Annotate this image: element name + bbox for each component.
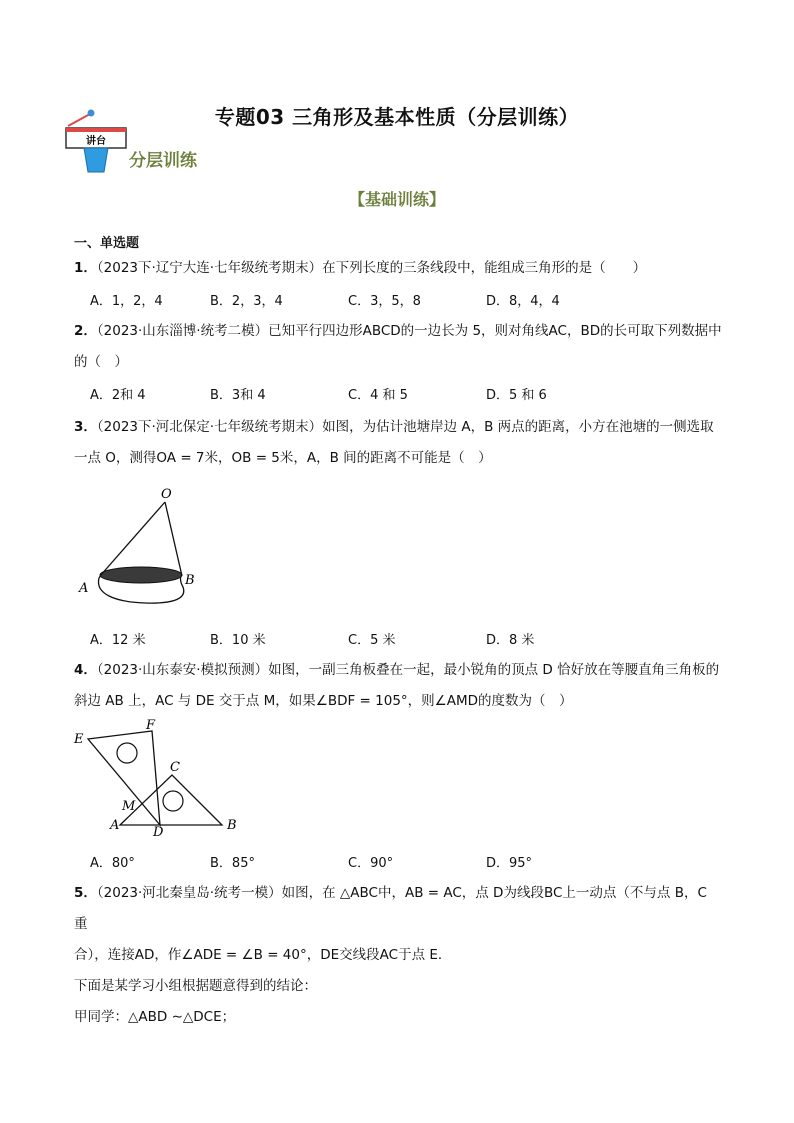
section-label: 一、单选题 [74,236,140,251]
question-number: 5． [74,885,97,901]
option-a[interactable]: A．12 米 [90,633,146,648]
point-f-label: F [146,718,156,733]
option-a[interactable]: A．1，2，4 [90,294,163,309]
point-a-label: A [110,818,120,833]
point-d-label: D [153,825,164,840]
question-statement: 甲同学：△ABD ∼△DCE； [74,1009,236,1025]
question-text: （2023·山东泰安·模拟预测）如图，一副三角板叠在一起，最小锐角的顶点 D 恰好放在等腰直角三角板的 [96,662,720,678]
option-d[interactable]: D．95° [486,856,533,871]
option-c[interactable]: C．5 米 [348,633,396,648]
question-number: 2． [74,323,97,339]
option-c[interactable]: C．4 和 5 [348,388,408,403]
point-b-label: B [227,818,237,833]
question-4 [74,655,724,717]
point-e-label: E [74,732,84,747]
question-text: （2023·山东淄博·统考二模）已知平行四边形ABCD的一边长为 5，则对角线AC，BD的长可取下列数据中 [96,323,722,339]
question-number: 3． [74,419,97,435]
option-c[interactable]: C．90° [348,856,394,871]
question-3-options [90,629,730,651]
option-a[interactable]: A．80° [90,856,135,871]
option-c[interactable]: C．3，5，8 [348,294,421,309]
point-b-label: B [185,573,195,588]
question-note: 下面是某学习小组根据题意得到的结论： [74,978,317,994]
layer-training-title: 分层训练 [129,151,197,171]
question-text-cont: 合），连接AD，作∠ADE = ∠B = 40°，DE交线段AC于点 E． [74,947,452,963]
option-d[interactable]: D．8 米 [486,633,535,648]
question-1-options [90,290,730,312]
question-1 [74,253,724,284]
question-2 [74,316,724,378]
question-3 [74,412,724,474]
point-c-label: C [170,760,180,775]
logo-text: 讲台 [86,136,106,147]
option-d[interactable]: D．5 和 6 [486,388,547,403]
question-text: （2023下·河北保定·七年级统考期末）如图，为估计池塘岸边 A，B 两点的距离，小方在池塘的一侧选取 [96,419,714,435]
option-a[interactable]: A．2和 4 [90,388,146,403]
question-5 [74,878,724,1033]
question-text-cont: 一点 O，测得OA = 7米，OB = 5米，A，B 间的距离不可能是（ ） [74,450,492,466]
question-text-cont: 斜边 AB 上，AC 与 DE 交于点 M，如果∠BDF = 105°，则∠AMD的度数为（ ） [74,693,573,709]
page-title: 专题03 三角形及基本性质（分层训练） [214,105,580,129]
point-o-label: O [161,487,172,502]
question-4-options [90,852,730,874]
option-b[interactable]: B．3和 4 [210,388,266,403]
pond-figure [75,484,215,609]
question-number: 1． [74,260,97,276]
option-b[interactable]: B．10 米 [210,633,266,648]
option-b[interactable]: B．2，3，4 [210,294,283,309]
triangles-figure [72,715,242,840]
point-a-label: A [79,581,89,596]
question-text: （2023下·辽宁大连·七年级统考期末）在下列长度的三条线段中，能组成三角形的是（ ） [96,260,647,276]
option-d[interactable]: D．8，4，4 [486,294,560,309]
point-m-label: M [122,799,136,814]
question-2-options [90,384,730,406]
option-b[interactable]: B．85° [210,856,255,871]
question-number: 4． [74,662,97,678]
question-text: （2023·河北秦皇岛·统考一模）如图，在 △ABC中，AB = AC，点 D为线段BC上一动点（不与点 B，C 重 [74,885,707,932]
basic-training-title: 【基础训练】 [348,190,445,209]
question-text-cont: 的（ ） [74,354,128,370]
